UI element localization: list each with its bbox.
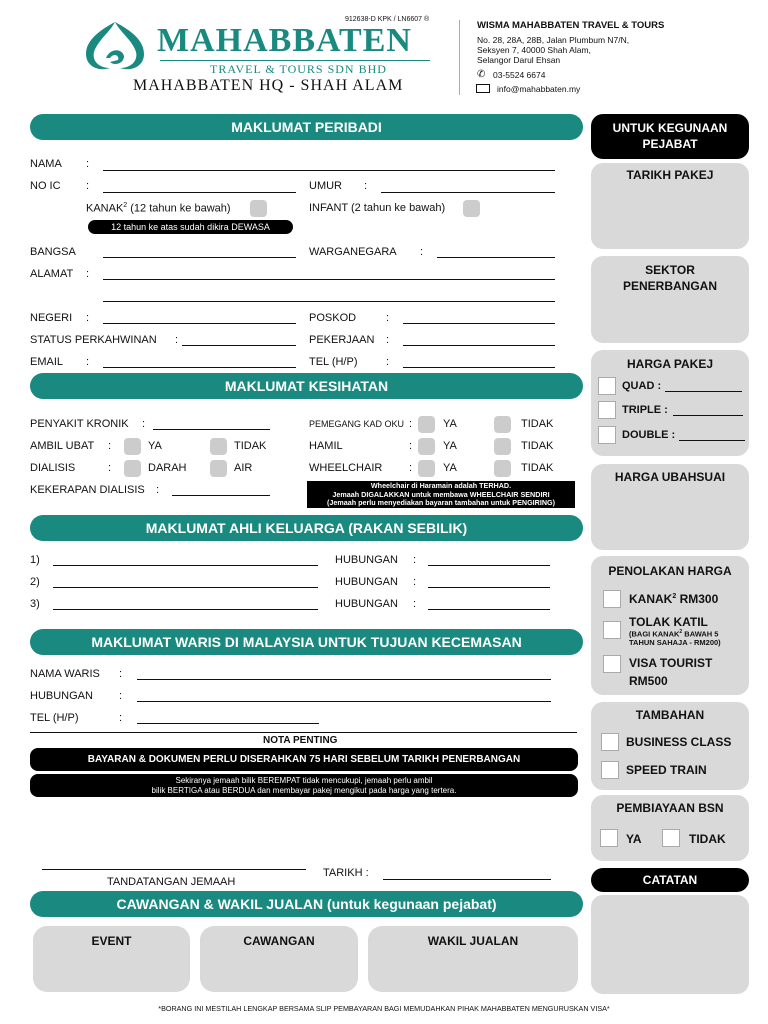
brand-name: MAHABBATEN: [157, 22, 412, 59]
label-nama-waris: NAMA WARIS: [30, 668, 100, 680]
tolak-katil-note-2: TAHUN SAHAJA - RM200): [629, 638, 721, 647]
family-2-hubungan-field[interactable]: [428, 587, 550, 588]
brand-underline: [160, 60, 430, 61]
label-kekerapan: KEKERAPAN DIALISIS: [30, 484, 145, 496]
wakil-jualan-box[interactable]: [368, 926, 578, 992]
nama-waris-field[interactable]: [137, 679, 551, 680]
triple-checkbox[interactable]: [598, 401, 616, 419]
label-darah: DARAH: [148, 462, 187, 474]
family-3-name-field[interactable]: [53, 609, 318, 610]
tolak-katil-checkbox[interactable]: [603, 621, 621, 639]
bsn-tidak-label: TIDAK: [689, 832, 726, 846]
wheelchair-note: [307, 481, 575, 508]
harga-ubahsuai-label: HARGA UBAHSUAI: [614, 470, 726, 484]
colon: :: [413, 598, 417, 610]
bangsa-field[interactable]: [103, 257, 296, 258]
label-tidak: TIDAK: [521, 418, 554, 430]
sektor-label-2: PENERBANGAN: [622, 279, 717, 293]
label-negeri: NEGERI: [30, 312, 73, 324]
label-hamil: HAMIL: [309, 440, 343, 452]
kanak-rm300-checkbox[interactable]: [603, 590, 621, 608]
triple-label: TRIPLE :: [622, 404, 668, 416]
warganegara-field[interactable]: [437, 257, 555, 258]
colon: :: [175, 334, 179, 346]
kanak-rm300-label: KANAK$^2$ RM300: [629, 592, 719, 606]
harga-pakej-label: HARGA PAKEJ: [626, 357, 713, 371]
brand-subtitle: TRAVEL & TOURS SDN BHD: [210, 62, 387, 76]
double-checkbox[interactable]: [598, 426, 616, 444]
status-field[interactable]: [182, 345, 296, 346]
wheelchair-tidak-checkbox[interactable]: [494, 460, 511, 477]
speed-train-label: SPEED TRAIN: [626, 763, 707, 777]
dialisis-air-checkbox[interactable]: [210, 460, 227, 477]
colon: :: [86, 268, 90, 280]
catatan-header: CATATAN: [591, 868, 749, 892]
label-oku: PEMEGANG KAD OKU: [309, 419, 405, 429]
cawangan-box[interactable]: [200, 926, 358, 992]
tolak-katil-label: TOLAK KATIL: [629, 615, 708, 629]
brand-hq: MAHABBATEN HQ - SHAH ALAM: [133, 77, 404, 94]
label-kanak: KANAK$^2$ (12 tahun ke bawah): [86, 202, 231, 215]
nota-bar-1: BAYARAN & DOKUMEN PERLU DISERAHKAN 75 HARI SEBELUM TARIKH PENERBANGAN: [30, 748, 578, 771]
colon: :: [119, 668, 123, 680]
label-ya: YA: [148, 440, 162, 452]
hamil-tidak-checkbox[interactable]: [494, 438, 511, 455]
label-wheelchair: WHEELCHAIR: [309, 462, 383, 474]
wheelchair-note-line-1: Wheelchair di Haramain adalah TERHAD.: [370, 481, 512, 490]
label-status: STATUS PERKAHWINAN: [30, 334, 157, 346]
wakil-jualan-label: WAKIL JUALAN: [427, 934, 519, 948]
double-label: DOUBLE :: [622, 429, 676, 441]
header-divider: [459, 20, 460, 95]
tolak-katil-note-1: (BAGI KANAK$^2$ BAWAH 5: [629, 629, 719, 639]
event-label: EVENT: [91, 934, 132, 948]
label-warganegara: WARGANEGARA: [309, 246, 397, 258]
label-tandatangan: TANDATANGAN JEMAAH: [107, 876, 236, 888]
negeri-field[interactable]: [103, 323, 296, 324]
family-3-number: 3): [30, 598, 40, 610]
address-line-1: No. 28, 28A, 28B, Jalan Plumbum N7/N,: [477, 35, 630, 45]
dewasa-note: 12 tahun ke atas sudah dikira DEWASA: [88, 220, 293, 234]
label-bangsa: BANGSA: [30, 246, 76, 258]
colon: :: [119, 712, 123, 724]
colon: :: [86, 158, 90, 170]
section-waris: MAKLUMAT WARIS DI MALAYSIA UNTUK TUJUAN KECEMASAN: [30, 629, 583, 655]
colon: :: [409, 418, 413, 430]
colon: :: [386, 356, 390, 368]
family-2-number: 2): [30, 576, 40, 588]
penolakan-harga-label: PENOLAKAN HARGA: [608, 564, 732, 578]
visa-tourist-price: RM500: [629, 674, 668, 688]
address-line-3: Selangor Darul Ehsan: [477, 55, 561, 65]
kekerapan-field[interactable]: [172, 495, 270, 496]
label-ya: YA: [443, 462, 457, 474]
visa-tourist-label: VISA TOURIST: [629, 656, 713, 670]
label-kronik: PENYAKIT KRONIK: [30, 418, 129, 430]
bsn-ya-label: YA: [626, 832, 642, 846]
family-1-name-field[interactable]: [53, 565, 318, 566]
family-3-hubungan-field[interactable]: [428, 609, 550, 610]
colon: :: [420, 246, 424, 258]
nota-bar-2: [30, 774, 578, 797]
colon: :: [142, 418, 146, 430]
wheelchair-note-line-2: Jemaah DIGALAKKAN untuk membawa WHEELCHAIR SENDIRI: [332, 489, 550, 499]
quad-label: QUAD :: [622, 380, 662, 392]
label-pekerjaan: PEKERJAAN: [309, 334, 375, 346]
wheelchair-ya-checkbox[interactable]: [418, 460, 435, 477]
tarikh-field[interactable]: [383, 879, 551, 880]
nota-penting-title: NOTA PENTING: [263, 735, 338, 746]
nota-bar-2-line-1: Sekiranya jemaah bilik BEREMPAT tidak mencukupi, jemaah perlu ambil: [175, 776, 433, 785]
label-umur: UMUR: [309, 180, 342, 192]
infant-checkbox[interactable]: [463, 200, 480, 217]
colon: :: [409, 462, 413, 474]
pembiayaan-bsn-label: PEMBIAYAAN BSN: [616, 801, 724, 815]
signature-line[interactable]: [42, 869, 306, 870]
hubungan-waris-field[interactable]: [137, 701, 551, 702]
label-tel: TEL (H/P): [309, 356, 358, 368]
label-email: EMAIL: [30, 356, 64, 368]
label-ya: YA: [443, 440, 457, 452]
label-tel-waris: TEL (H/P): [30, 712, 79, 724]
label-tidak: TIDAK: [234, 440, 267, 452]
pejabat-line-1: UNTUK KEGUNAAN: [612, 121, 728, 135]
tarikh-pakej-box[interactable]: [591, 163, 749, 249]
colon: :: [108, 440, 112, 452]
sektor-label-1: SEKTOR: [645, 263, 695, 277]
colon: :: [108, 462, 112, 474]
umur-field[interactable]: [381, 192, 555, 193]
colon: :: [413, 554, 417, 566]
nota-divider: [30, 732, 577, 733]
untuk-kegunaan-pejabat: [591, 114, 749, 159]
colon: :: [86, 356, 90, 368]
phone-icon: ✆: [477, 69, 486, 80]
double-field[interactable]: [679, 440, 745, 441]
label-noic: NO IC: [30, 180, 61, 192]
bsn-ya-checkbox[interactable]: [600, 829, 618, 847]
footer-note: *BORANG INI MESTILAH LENGKAP BERSAMA SLIP PEMBAYARAN BAGI MEMUDAHKAN PIHAK MAHABBATEN MENGURUSKAN VISA*: [158, 1004, 610, 1013]
label-nama: NAMA: [30, 158, 62, 170]
tambahan-label: TAMBAHAN: [635, 708, 705, 722]
email-address: info@mahabbaten.my: [497, 84, 581, 94]
mail-icon: [476, 84, 490, 93]
label-tidak: TIDAK: [521, 440, 554, 452]
family-2-hubungan-label: HUBUNGAN: [335, 576, 398, 588]
pekerjaan-field[interactable]: [403, 345, 555, 346]
registration-number: 912638-D KPK / LN6607 ®: [345, 16, 430, 23]
triple-field[interactable]: [673, 415, 743, 416]
family-1-hubungan-label: HUBUNGAN: [335, 554, 398, 566]
label-poskod: POSKOD: [309, 312, 357, 324]
pembiayaan-bsn-box: [591, 795, 749, 861]
colon: :: [386, 312, 390, 324]
family-1-hubungan-field[interactable]: [428, 565, 550, 566]
colon: :: [119, 690, 123, 702]
business-class-label: BUSINESS CLASS: [626, 735, 732, 749]
address-line-2: Seksyen 7, 40000 Shah Alam,: [477, 45, 591, 55]
quad-checkbox[interactable]: [598, 377, 616, 395]
tel-waris-field[interactable]: [137, 723, 319, 724]
ubat-ya-checkbox[interactable]: [124, 438, 141, 455]
catatan-box[interactable]: [591, 895, 749, 994]
cawangan-label: CAWANGAN: [243, 934, 315, 948]
dialisis-darah-checkbox[interactable]: [124, 460, 141, 477]
alamat-field-2[interactable]: [103, 301, 555, 302]
colon: :: [156, 484, 160, 496]
quad-field[interactable]: [665, 391, 742, 392]
harga-ubahsuai-box[interactable]: [591, 464, 749, 550]
tel-field[interactable]: [403, 367, 555, 368]
label-hubungan-waris: HUBUNGAN: [30, 690, 93, 702]
label-air: AIR: [234, 462, 253, 474]
nama-field[interactable]: [103, 170, 555, 171]
oku-ya-checkbox[interactable]: [418, 416, 435, 433]
label-dialisis: DIALISIS: [30, 462, 76, 474]
alamat-field-1[interactable]: [103, 279, 555, 280]
family-2-name-field[interactable]: [53, 587, 318, 588]
colon: :: [409, 440, 413, 452]
colon: :: [86, 312, 90, 324]
colon: :: [364, 180, 368, 192]
section-kesihatan: MAKLUMAT KESIHATAN: [30, 373, 583, 399]
noic-field[interactable]: [103, 192, 296, 193]
hamil-ya-checkbox[interactable]: [418, 438, 435, 455]
sektor-box[interactable]: [591, 256, 749, 343]
pejabat-line-2: PEJABAT: [642, 137, 698, 151]
bsn-tidak-checkbox[interactable]: [662, 829, 680, 847]
colon: :: [386, 334, 390, 346]
label-ya: YA: [443, 418, 457, 430]
address-title: WISMA MAHABBATEN TRAVEL & TOURS: [477, 20, 665, 31]
kanak-checkbox[interactable]: [250, 200, 267, 217]
label-ubat: AMBIL UBAT: [30, 440, 95, 452]
visa-tourist-checkbox[interactable]: [603, 655, 621, 673]
logo-mark: [80, 18, 150, 76]
colon: :: [86, 180, 90, 192]
oku-tidak-checkbox[interactable]: [494, 416, 511, 433]
colon: :: [413, 576, 417, 588]
speed-train-checkbox[interactable]: [601, 761, 619, 779]
family-3-hubungan-label: HUBUNGAN: [335, 598, 398, 610]
tarikh-pakej-label: TARIKH PAKEJ: [626, 168, 714, 182]
family-1-number: 1): [30, 554, 40, 566]
section-keluarga: MAKLUMAT AHLI KELUARGA (RAKAN SEBILIK): [30, 515, 583, 541]
poskod-field[interactable]: [403, 323, 555, 324]
section-cawangan: CAWANGAN & WAKIL JUALAN (untuk kegunaan pejabat): [30, 891, 583, 917]
label-alamat: ALAMAT: [30, 268, 74, 280]
event-box[interactable]: [33, 926, 190, 992]
label-tarikh: TARIKH :: [323, 867, 369, 879]
ubat-tidak-checkbox[interactable]: [210, 438, 227, 455]
email-field[interactable]: [103, 367, 296, 368]
nota-bar-2-line-2: bilik BERTIGA atau BERDUA dan membayar pakej mengikut pada harga yang tertera.: [151, 786, 457, 795]
phone-number: 03-5524 6674: [493, 70, 546, 80]
label-infant: INFANT (2 tahun ke bawah): [309, 202, 446, 214]
section-peribadi: MAKLUMAT PERIBADI: [30, 114, 583, 140]
label-tidak: TIDAK: [521, 462, 554, 474]
kronik-field[interactable]: [153, 429, 270, 430]
wheelchair-note-line-3: (Jemaah perlu menyediakan bayaran tambahan untuk PENGIRING): [326, 498, 556, 507]
business-class-checkbox[interactable]: [601, 733, 619, 751]
